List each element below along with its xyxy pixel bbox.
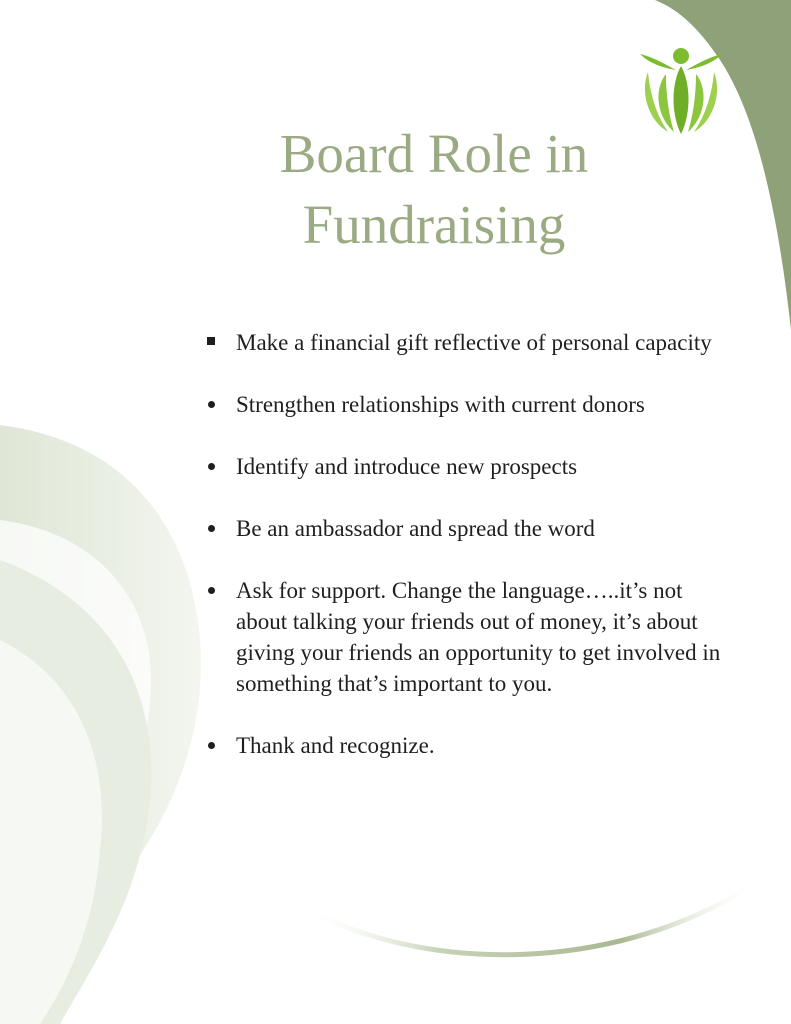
- list-item-text: Be an ambassador and spread the word: [236, 516, 595, 541]
- list-item-text: Thank and recognize.: [236, 733, 435, 758]
- title-line-2: Fundraising: [302, 194, 566, 255]
- list-item: [205, 451, 725, 482]
- list-item: [205, 730, 725, 761]
- list-item-text: Make a financial gift reflective of personal capacity: [236, 330, 712, 355]
- list-item-text: Identify and introduce new prospects: [236, 454, 578, 479]
- title-line-1: Board Role in: [279, 123, 589, 184]
- bottom-arc: [300, 880, 760, 955]
- list-item: [205, 389, 725, 420]
- page-title: [214, 118, 654, 260]
- list-item: [205, 513, 725, 544]
- bullet-list: [205, 327, 725, 792]
- list-item-text: Strengthen relationships with current donors: [236, 392, 645, 417]
- list-item-text: Ask for support. Change the language…..it’s not about talking your friends out of money, it’s about giving your friends an opportunity to get involved in something that’s important to you.: [236, 578, 721, 696]
- list-item: [205, 327, 725, 358]
- list-item: [205, 575, 725, 699]
